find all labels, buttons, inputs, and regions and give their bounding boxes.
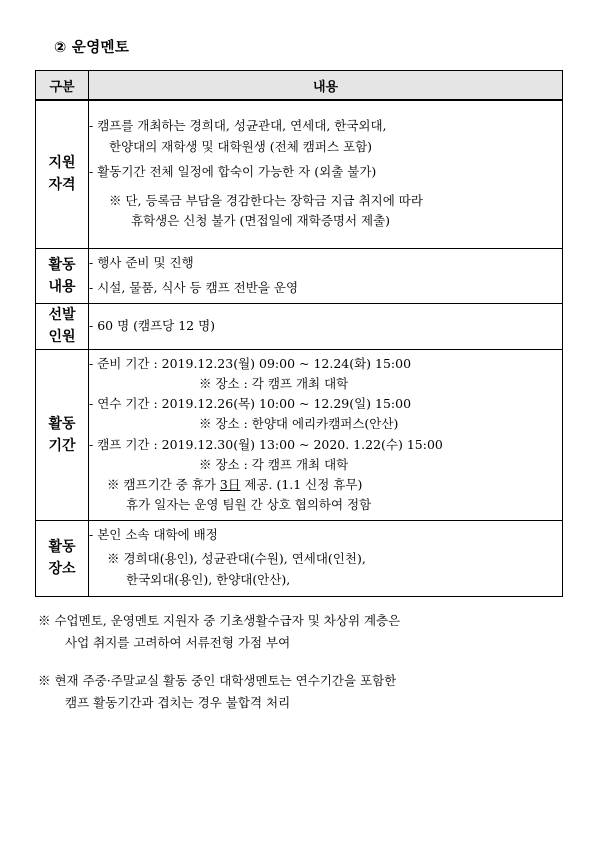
footnote-line: 사업 취지를 고려하여 서류전형 가점 부여 <box>65 635 291 650</box>
row-content-headcount <box>89 303 563 349</box>
table-row <box>36 349 563 520</box>
row-content-period <box>89 349 563 520</box>
table-row <box>36 248 563 303</box>
note-line: ※ 단, 등록금 부담을 경감한다는 장학금 지급 취지에 따라 <box>109 192 423 208</box>
table-row <box>36 520 563 596</box>
content-line: - 캠프 기간 : 2019.12.30(월) 13:00 ~ 2020. 1.22(수) 15:00 <box>89 436 443 452</box>
content-line: - 시설, 물품, 식사 등 캠프 전반을 운영 <box>89 279 299 295</box>
row-content-location <box>89 520 563 596</box>
label-line: 인원 <box>48 329 76 345</box>
header-content: 내용 <box>89 71 563 101</box>
content-line: - 연수 기간 : 2019.12.26(목) 10:00 ~ 12.29(일) 15:00 <box>89 396 412 412</box>
footnote <box>38 670 568 714</box>
table-row <box>36 303 563 349</box>
note-line: 한국외대(용인), 한양대(안산), <box>126 571 291 587</box>
location-line: ※ 장소 : 각 캠프 개최 대학 <box>199 456 349 472</box>
content-line: - 준비 기간 : 2019.12.23(월) 09:00 ~ 12.24(화) 15:00 <box>89 355 412 371</box>
location-line: ※ 장소 : 한양대 에리카캠퍼스(안산) <box>199 416 399 432</box>
footnote-line: 캠프 활동기간과 겹치는 경우 불합격 처리 <box>65 695 291 710</box>
row-label-location <box>36 520 89 596</box>
label-line: 기간 <box>48 437 76 454</box>
header-category: 구분 <box>36 71 89 101</box>
section-title: ② 운영멘토 <box>54 40 130 56</box>
underlined-days: 3日 <box>219 476 241 492</box>
label-line: 활동 <box>48 256 76 273</box>
note-text: 제공. (1.1 신정 휴무) <box>240 476 363 492</box>
label-line: 장소 <box>48 561 76 577</box>
label-line: 활동 <box>48 415 76 432</box>
label-line: 자격 <box>48 177 76 194</box>
footnote-line: ※ 현재 주중·주말교실 활동 중인 대학생멘토는 연수기간을 포함한 <box>38 673 397 688</box>
note-line <box>89 475 562 495</box>
label-line: 내용 <box>48 278 76 295</box>
row-label-headcount <box>36 303 89 349</box>
content-line: 한양대의 재학생 및 대학원생 (전체 캠퍼스 포함) <box>109 139 373 155</box>
row-content-activity <box>89 248 563 303</box>
row-content-eligibility <box>89 100 563 248</box>
content-line: - 본인 소속 대학에 배정 <box>89 527 218 543</box>
note-text: ※ 캠프기간 중 휴가 <box>107 476 220 492</box>
location-line: ※ 장소 : 각 캠프 개최 대학 <box>199 375 349 391</box>
label-line: 지원 <box>48 155 76 172</box>
row-label-period <box>36 349 89 520</box>
label-line: 선발 <box>48 307 76 323</box>
note-line: 휴학생은 신청 불가 (면접일에 재학증명서 제출) <box>131 213 391 229</box>
content-line: - 60 명 (캠프당 12 명) <box>89 317 216 333</box>
row-label-eligibility <box>36 100 89 248</box>
note-line: ※ 경희대(용인), 성균관대(수원), 연세대(인천), <box>107 551 366 567</box>
table-row <box>36 100 563 248</box>
table-header-row <box>36 71 563 101</box>
content-line: - 캠프를 개최하는 경희대, 성균관대, 연세대, 한국외대, <box>89 118 387 134</box>
footnote <box>38 610 568 654</box>
content-line: - 행사 준비 및 진행 <box>89 254 194 270</box>
row-label-activity <box>36 248 89 303</box>
note-line: 휴가 일자는 운영 팀원 간 상호 협의하여 정함 <box>126 497 372 513</box>
content-line: - 활동기간 전체 일정에 합숙이 가능한 자 (외출 불가) <box>89 163 377 179</box>
label-line: 활동 <box>48 539 76 555</box>
mentor-info-table <box>35 70 563 597</box>
footnote-line: ※ 수업멘토, 운영멘토 지원자 중 기초생활수급자 및 차상위 계층은 <box>38 613 401 628</box>
